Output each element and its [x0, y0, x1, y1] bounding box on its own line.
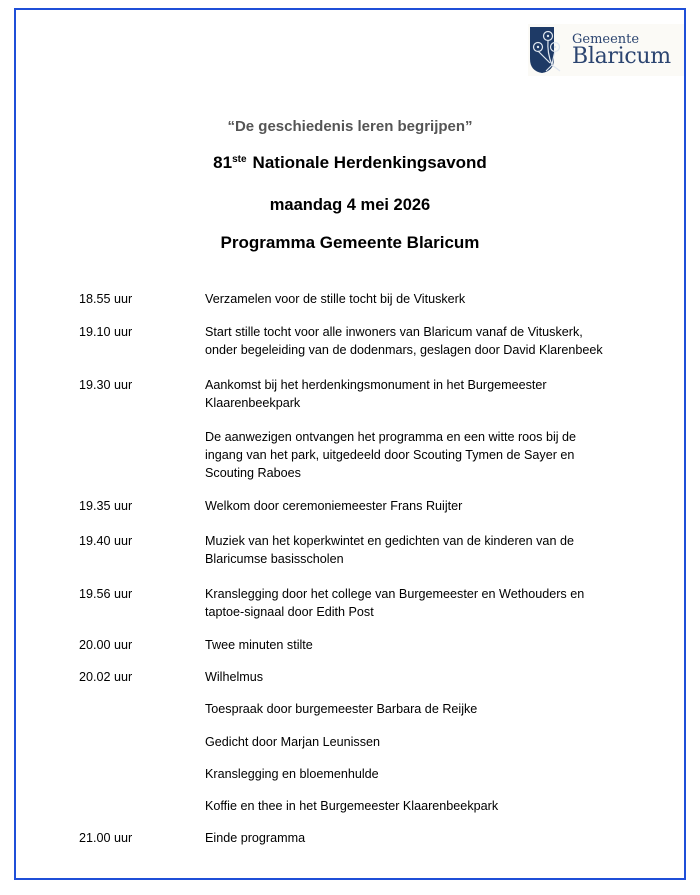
motto: “De geschiedenis leren begrijpen” [227, 118, 473, 135]
edition-heading [0, 153, 700, 173]
description-line: ingang van het park, uitgedeeld door Scouting Tymen de Sayer en [205, 448, 575, 462]
description-line: Verzamelen voor de stille tocht bij de Vituskerk [205, 292, 466, 306]
description-line: Gedicht door Marjan Leunissen [205, 735, 381, 749]
blaricum-shield-icon [528, 25, 568, 75]
description-line: Welkom door ceremoniemeester Frans Ruijter [205, 499, 463, 513]
logo-line-1: Gemeente [572, 31, 640, 47]
program-title: Programma Gemeente Blaricum [220, 233, 480, 252]
edition-number: 81 [213, 153, 233, 172]
event-date: maandag 4 mei 2026 [269, 196, 431, 214]
program-description [205, 700, 625, 718]
program-time: 20.00 uur [79, 638, 133, 652]
program-description [205, 668, 625, 686]
program-time: 18.55 uur [79, 292, 133, 306]
program-description [205, 428, 625, 482]
description-line: Kranslegging en bloemenhulde [205, 767, 379, 781]
program-time: 19.56 uur [79, 587, 133, 601]
program-time: 19.35 uur [79, 499, 133, 513]
program-description [205, 765, 625, 783]
program-time: 19.30 uur [79, 378, 133, 392]
description-line: Wilhelmus [205, 670, 264, 684]
program-description [205, 323, 625, 359]
description-line: Klaarenbeekpark [205, 396, 301, 410]
program-time: 21.00 uur [79, 831, 133, 845]
program-description [205, 532, 625, 568]
program-time: 19.40 uur [79, 534, 133, 548]
description-line: Aankomst bij het herdenkingsmonument in het Burgemeester [205, 378, 547, 392]
description-line: Start stille tocht voor alle inwoners van Blaricum vanaf de Vituskerk, [205, 325, 583, 339]
edition-title: Nationale Herdenkingsavond [252, 153, 487, 172]
program-description [205, 636, 625, 654]
program-description [205, 829, 625, 847]
program-description [205, 376, 625, 412]
description-line: De aanwezigen ontvangen het programma en een witte roos bij de [205, 430, 577, 444]
description-line: Toespraak door burgemeester Barbara de Reijke [205, 702, 478, 716]
description-line: Muziek van het koperkwintet en gedichten van de kinderen van de [205, 534, 574, 548]
description-line: Scouting Raboes [205, 466, 301, 480]
edition-suffix: ste [232, 154, 247, 165]
description-line: Blaricumse basisscholen [205, 552, 344, 566]
description-line: Einde programma [205, 831, 306, 845]
description-line: Koffie en thee in het Burgemeester Klaarenbeekpark [205, 799, 499, 813]
program-description [205, 585, 625, 621]
description-line: Twee minuten stilte [205, 638, 313, 652]
description-line: Kranslegging door het college van Burgemeester en Wethouders en [205, 587, 585, 601]
description-line: onder begeleiding van de dodenmars, geslagen door David Klarenbeek [205, 343, 603, 357]
program-description [205, 290, 625, 308]
program-description [205, 797, 625, 815]
municipality-logo [528, 24, 684, 76]
logo-line-2: Blaricum [572, 43, 671, 69]
program-time: 19.10 uur [79, 325, 133, 339]
program-description [205, 733, 625, 751]
program-description [205, 497, 625, 515]
description-line: taptoe-signaal door Edith Post [205, 605, 374, 619]
program-time: 20.02 uur [79, 670, 133, 684]
